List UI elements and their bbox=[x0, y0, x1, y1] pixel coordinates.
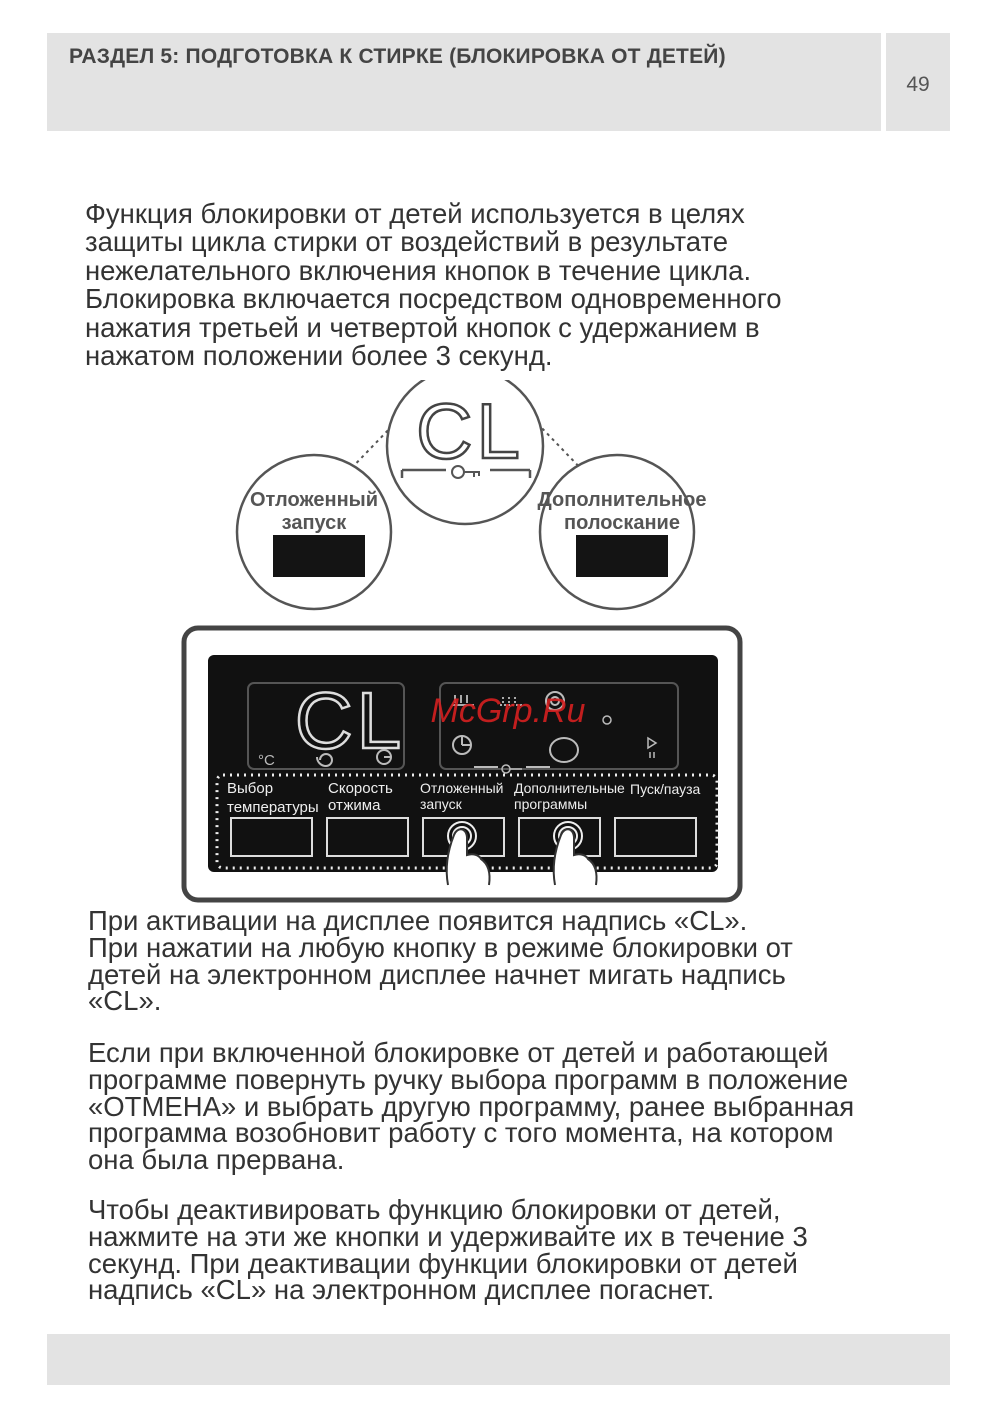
watermark-text: McGrp.Ru bbox=[430, 692, 586, 730]
control-panel bbox=[184, 628, 740, 900]
button-label-extra: Дополнительные bbox=[514, 780, 625, 796]
program-change-line: Если при включенной блокировке от детей и работающей bbox=[88, 1037, 829, 1068]
page-number: 49 bbox=[906, 73, 930, 96]
button-label-temperature: Выбор bbox=[227, 780, 274, 797]
intro-line: Блокировка включается посредством одновременного bbox=[85, 283, 782, 315]
zoom-right-label-line: Дополнительное bbox=[537, 489, 707, 511]
program-change-line: «ОТМЕНА» и выбрать другую программу, ранее выбранная bbox=[88, 1090, 855, 1122]
button-label-delay: запуск bbox=[420, 796, 462, 812]
start-pause-button[interactable] bbox=[615, 818, 696, 856]
temp-unit: °C bbox=[258, 752, 275, 769]
deactivation-line: Чтобы деактивировать функцию блокировки от детей, bbox=[88, 1194, 781, 1225]
page-number-box bbox=[886, 33, 950, 131]
temperature-button[interactable] bbox=[231, 818, 312, 856]
activation-line: При нажатии на любую кнопку в режиме блокировки от bbox=[88, 931, 793, 963]
child-lock-diagram bbox=[0, 380, 1000, 905]
button-label-extra: программы bbox=[514, 796, 588, 812]
intro-paragraph bbox=[85, 200, 945, 370]
button-label-temperature: температуры bbox=[227, 799, 319, 816]
program-change-line: программе повернуть ручку выбора программ в положение bbox=[88, 1063, 849, 1095]
zoom-display-text: CL bbox=[416, 387, 524, 475]
activation-paragraph bbox=[88, 905, 948, 1017]
button-label-spin: Скорость bbox=[328, 780, 393, 797]
intro-line: нажатия третьей и четвертой кнопок с удержанием в bbox=[85, 311, 760, 343]
program-change-line: она была прервана. bbox=[88, 1144, 345, 1176]
zoom-left-button bbox=[273, 535, 365, 577]
activation-line: детей на электронном дисплее начнет мигать надпись bbox=[88, 958, 786, 990]
intro-line: нажатом положении более 3 секунд. bbox=[85, 340, 553, 372]
panel-display-text: CL bbox=[294, 676, 406, 765]
intro-line: нежелательного включения кнопок в течение цикла. bbox=[85, 254, 752, 286]
zoom-right-circle bbox=[538, 455, 707, 609]
program-change-line: программа возобновит работу с того момента, на котором bbox=[88, 1117, 834, 1149]
zoom-right-button bbox=[576, 535, 668, 577]
deactivation-line: надпись «CL» на электронном дисплее погаснет. bbox=[88, 1274, 715, 1306]
deactivation-paragraph bbox=[88, 1194, 948, 1306]
button-label-delay: Отложенный bbox=[420, 780, 504, 796]
intro-line: защиты цикла стирки от воздействий в результате bbox=[85, 226, 729, 258]
footer-bar bbox=[47, 1334, 950, 1385]
activation-line: «CL». bbox=[88, 985, 162, 1017]
spin-button[interactable] bbox=[327, 818, 408, 856]
button-label-start-pause: Пуск/пауза bbox=[630, 781, 701, 797]
section-header bbox=[47, 33, 881, 131]
deactivation-line: нажмите на эти же кнопки и удерживайте их в течение 3 bbox=[88, 1220, 808, 1252]
zoom-display-circle bbox=[387, 380, 543, 524]
zoom-left-label-line: запуск bbox=[281, 512, 347, 534]
deactivation-line: секунд. При деактивации функции блокировки от детей bbox=[88, 1247, 798, 1279]
zoom-left-label-line: Отложенный bbox=[249, 489, 379, 511]
zoom-right-label-line: полоскание bbox=[564, 512, 680, 534]
program-change-paragraph bbox=[88, 1037, 948, 1176]
section-title: РАЗДЕЛ 5: ПОДГОТОВКА К СТИРКЕ (БЛОКИРОВКА ОТ ДЕТЕЙ) bbox=[69, 45, 726, 68]
intro-line: Функция блокировки от детей используется в целях bbox=[85, 198, 745, 229]
activation-line: При активации на дисплее появится надпись «CL». bbox=[88, 905, 748, 936]
button-label-spin: отжима bbox=[328, 797, 381, 814]
zoom-left-circle bbox=[237, 455, 391, 609]
